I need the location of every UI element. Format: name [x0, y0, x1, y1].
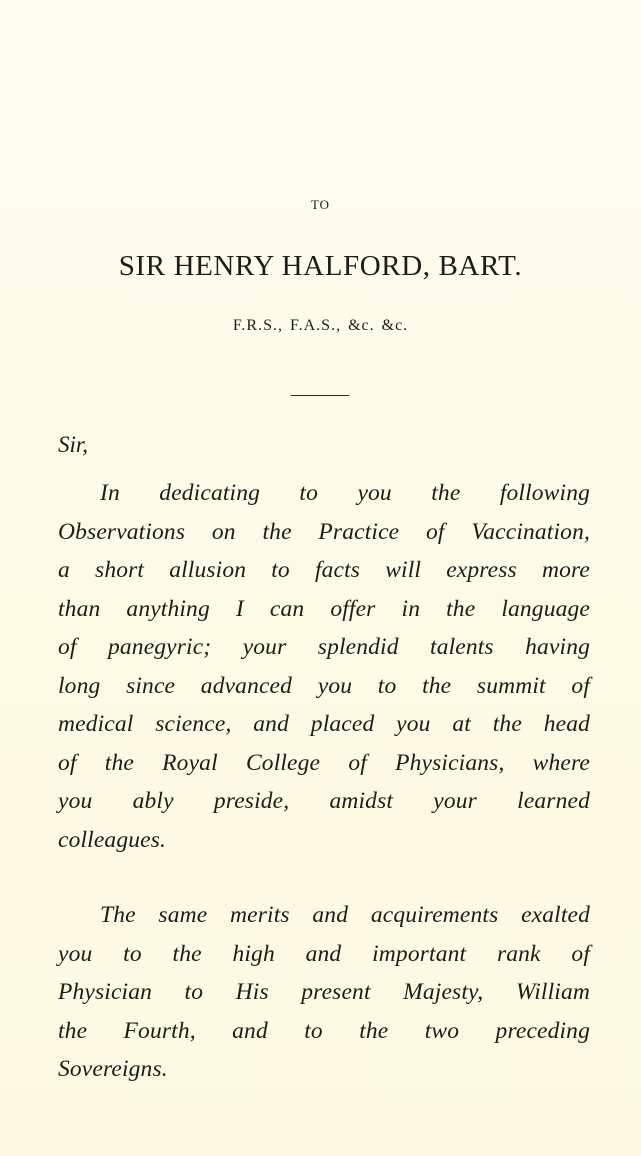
paragraph-line: Physician to His present Majesty, William — [58, 979, 590, 1005]
paragraph-line: In dedicating to you the following — [100, 480, 590, 506]
paragraph-line: you ably preside, amidst your learned — [58, 788, 590, 814]
paragraph-line: you to the high and important rank of — [58, 940, 590, 967]
paragraph-line: long since advanced you to the summit of — [58, 672, 590, 699]
separator-rule — [291, 395, 349, 396]
dedicatee-honors: F.R.S., F.A.S., &c. &c. — [232, 317, 409, 334]
salutation: Sir, — [58, 432, 89, 457]
paragraph-line: of panegyric; your splendid talents having — [58, 634, 590, 660]
paragraph-line: Sovereigns. — [58, 1056, 168, 1082]
paragraph-line: the Fourth, and to the two preceding — [58, 1017, 590, 1044]
paragraph-line: medical science, and placed you at the head — [58, 711, 590, 737]
paragraph-line: Observations on the Practice of Vaccination, — [58, 518, 590, 545]
paragraph-line: a short allusion to facts will express more — [58, 557, 590, 583]
paragraph-line: The same merits and acquirements exalted — [100, 902, 590, 928]
paragraph-line: colleagues. — [58, 826, 167, 853]
paragraph-line: than anything I can offer in the language — [58, 595, 590, 622]
dedication-to: TO — [310, 197, 331, 212]
paragraph-1 — [58, 474, 590, 859]
paragraph-line: of the Royal College of Physicians, where — [58, 749, 590, 776]
dedicatee-name: SIR HENRY HALFORD, BART. — [118, 250, 523, 282]
paragraph-2 — [58, 896, 590, 1089]
